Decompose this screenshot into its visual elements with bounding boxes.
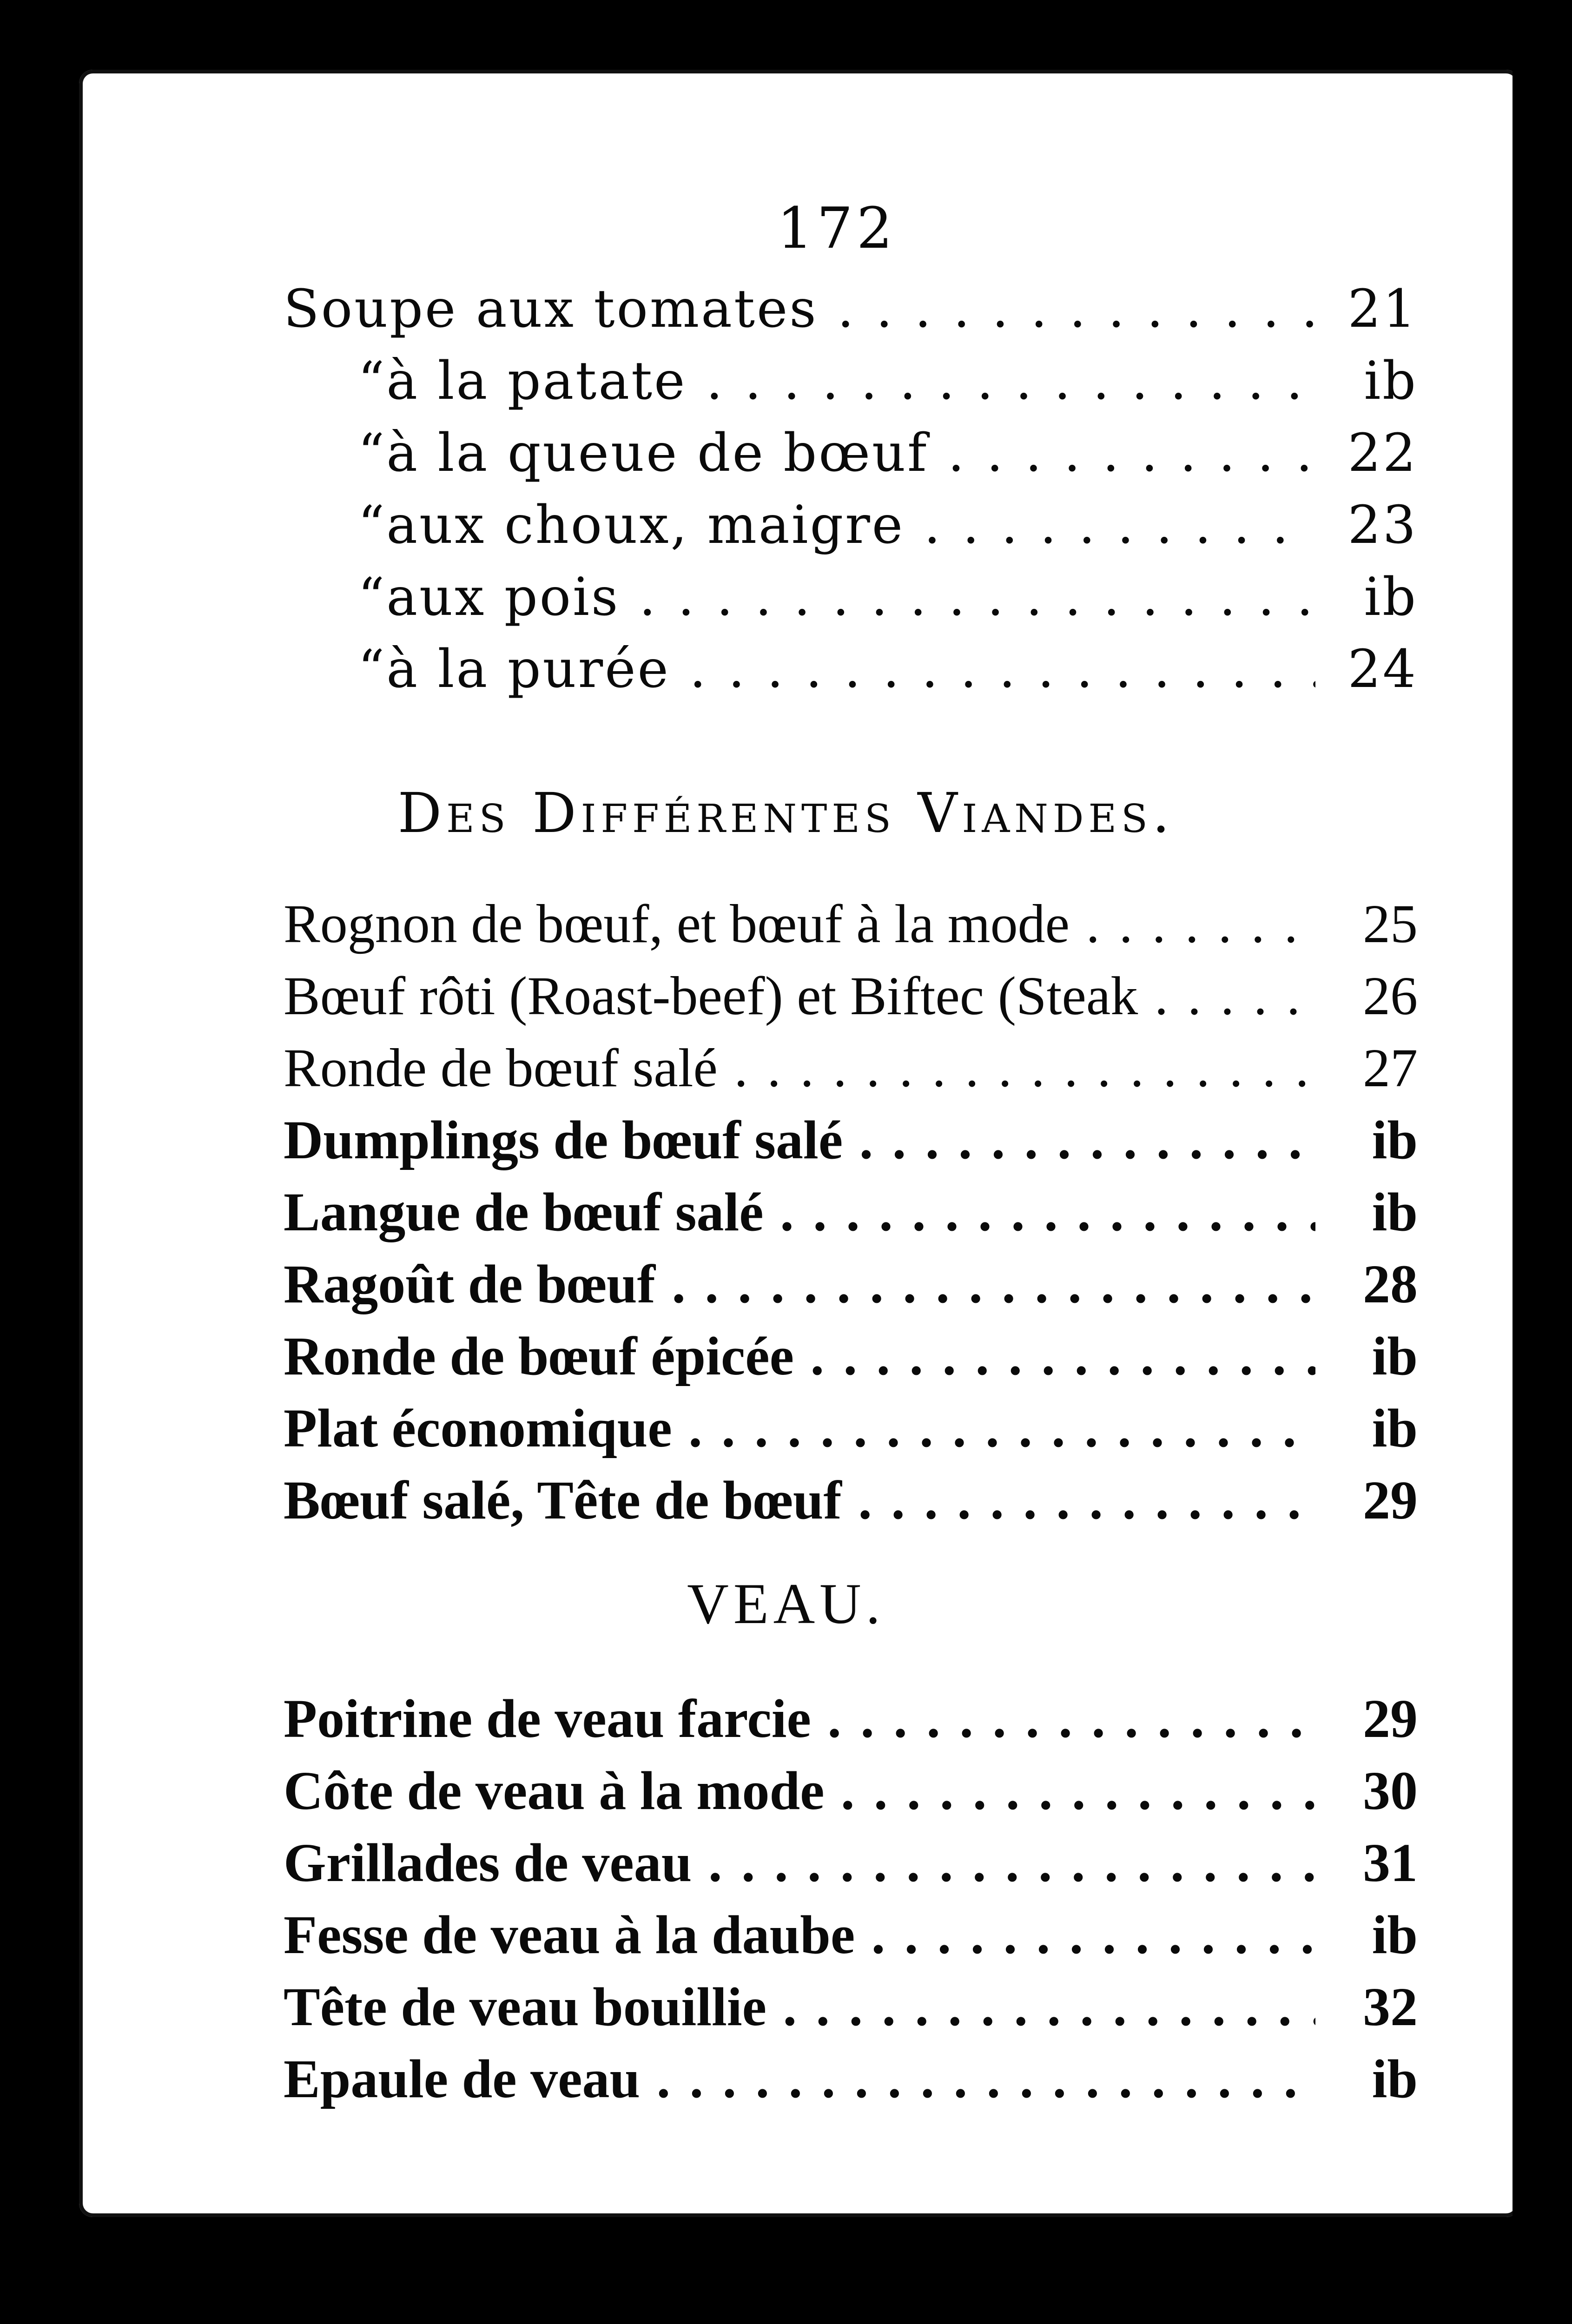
toc-entry — [284, 567, 1418, 639]
ditto-mark: “ — [358, 639, 387, 700]
toc-entry-label: Rognon de bœuf, et bœuf à la mode . . . — [284, 892, 1315, 956]
toc-entry — [284, 1469, 1418, 1541]
toc-entry-label: Langue de bœuf salé . . . — [284, 1181, 1315, 1244]
toc-entry-label: à la patate . . . — [386, 351, 1315, 411]
toc-entry — [284, 423, 1418, 495]
toc-entry-page: 21 — [1347, 279, 1418, 339]
toc-entry-label: Grillades de veau . . . — [284, 1831, 1315, 1895]
toc-entry-page: 29 — [1363, 1688, 1418, 1749]
toc-entry — [284, 279, 1418, 351]
ditto-mark: “ — [358, 567, 387, 627]
toc-entry-page: 29 — [1363, 1470, 1418, 1531]
toc-entry — [284, 1397, 1418, 1469]
toc-entry — [284, 892, 1418, 964]
toc-entry-label: Bœuf rôti (Roast-beef) et Biftec (Steak . . . — [284, 964, 1315, 1028]
section-heading-veau: VEAU. — [687, 1572, 885, 1636]
toc-entry — [284, 639, 1418, 711]
toc-entry-label: Epaule de veau . . . — [284, 2047, 1315, 2111]
toc-entry — [284, 2047, 1418, 2119]
toc-entry — [284, 1325, 1418, 1397]
toc-entry — [284, 1975, 1418, 2047]
toc-entry-page: ib — [1364, 567, 1418, 627]
toc-entry — [284, 351, 1418, 423]
toc-entry-page: 28 — [1363, 1254, 1418, 1314]
toc-entry-page: 27 — [1363, 1037, 1418, 1098]
toc-entry-label: aux choux, maigre . . . — [386, 495, 1315, 555]
toc-entry-label: à la queue de bœuf . . . — [386, 423, 1315, 483]
toc-entry-label: à la purée . . . — [386, 639, 1315, 700]
ditto-mark: “ — [358, 423, 387, 483]
toc-entry-label: aux pois . . . — [386, 567, 1315, 627]
toc-entry — [284, 495, 1418, 567]
toc-entry — [284, 1831, 1418, 1903]
toc-entry-page: 30 — [1363, 1760, 1418, 1821]
toc-entry-page: ib — [1364, 351, 1418, 411]
toc-entry-label: Soupe aux tomates . . . — [284, 279, 1315, 339]
toc-entry-label: Ragoût de bœuf . . . — [284, 1253, 1315, 1316]
toc-veal — [284, 1687, 1418, 2119]
toc-entry — [284, 1253, 1418, 1325]
toc-entry-label: Ronde de bœuf salé . . . — [284, 1037, 1315, 1100]
toc-entry — [284, 1903, 1418, 1975]
toc-entry-page: 22 — [1347, 423, 1418, 483]
toc-entry — [284, 1037, 1418, 1109]
toc-meats — [284, 892, 1418, 1541]
toc-entry-page: ib — [1372, 1904, 1418, 1965]
toc-entry-label: Plat économique . . . — [284, 1397, 1315, 1460]
toc-entry-page: 31 — [1363, 1832, 1418, 1893]
toc-entry-page: 25 — [1363, 893, 1418, 954]
toc-entry-label: Fesse de veau à la daube . . . — [284, 1903, 1315, 1967]
toc-entry-label: Côte de veau à la mode . . . — [284, 1759, 1315, 1822]
toc-entry-label: Dumplings de bœuf salé . . . — [284, 1109, 1315, 1172]
toc-soups — [284, 279, 1418, 711]
toc-entry-label: Tête de veau bouillie . . . — [284, 1975, 1315, 2039]
toc-entry-page: ib — [1372, 1326, 1418, 1386]
toc-entry-page: ib — [1372, 1109, 1418, 1170]
toc-entry — [284, 1109, 1418, 1181]
toc-entry-label: Poitrine de veau farcie . . . — [284, 1687, 1315, 1750]
ditto-mark: “ — [358, 495, 387, 555]
toc-entry-label: Bœuf salé, Tête de bœuf . . . — [284, 1469, 1315, 1532]
toc-entry-page: ib — [1372, 2048, 1418, 2109]
toc-entry-page: ib — [1372, 1398, 1418, 1459]
toc-entry-page: 24 — [1347, 639, 1418, 700]
toc-entry-page: 26 — [1363, 965, 1418, 1026]
toc-entry — [284, 1759, 1418, 1831]
toc-entry-page: ib — [1372, 1182, 1418, 1242]
toc-entry-label: Ronde de bœuf épicée . . . — [284, 1325, 1315, 1388]
toc-entry — [284, 964, 1418, 1037]
ditto-mark: “ — [358, 351, 387, 411]
toc-entry-page: 32 — [1363, 1976, 1418, 2037]
section-heading-viandes: Des Différentes Viandes. — [397, 781, 1175, 845]
toc-entry — [284, 1181, 1418, 1253]
page-number: 172 — [777, 195, 897, 261]
toc-entry-page: 23 — [1347, 495, 1418, 555]
toc-entry — [284, 1687, 1418, 1759]
